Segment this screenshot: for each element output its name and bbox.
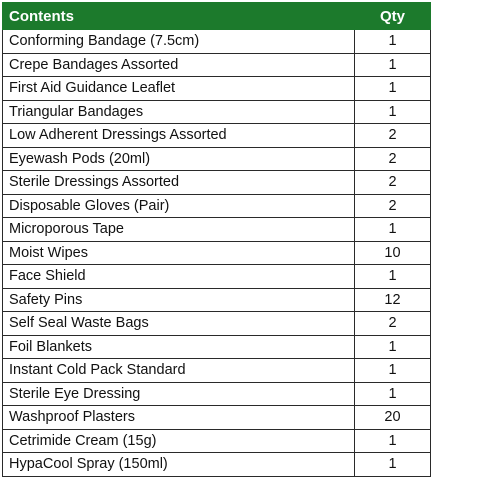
item-qty: 2 [355,312,431,336]
table-row [3,265,431,289]
item-qty: 2 [355,147,431,171]
item-name: Microporous Tape [3,218,355,242]
item-qty: 1 [355,53,431,77]
table-row [3,359,431,383]
table-row [3,429,431,453]
table-row [3,194,431,218]
contents-table [2,2,431,477]
item-name: Washproof Plasters [3,406,355,430]
item-qty: 1 [355,453,431,477]
item-name: First Aid Guidance Leaflet [3,77,355,101]
item-qty: 1 [355,100,431,124]
item-qty: 2 [355,124,431,148]
table-body [3,30,431,477]
table-row [3,124,431,148]
item-qty: 2 [355,171,431,195]
item-name: Crepe Bandages Assorted [3,53,355,77]
table-row [3,453,431,477]
item-qty: 1 [355,218,431,242]
item-qty: 10 [355,241,431,265]
header-qty: Qty [355,3,431,30]
item-qty: 20 [355,406,431,430]
table-row [3,147,431,171]
table-row [3,171,431,195]
table-header [3,3,431,30]
item-name: Safety Pins [3,288,355,312]
item-qty: 1 [355,429,431,453]
item-name: Conforming Bandage (7.5cm) [3,30,355,54]
item-name: Foil Blankets [3,335,355,359]
table-row [3,30,431,54]
item-name: Triangular Bandages [3,100,355,124]
item-name: Moist Wipes [3,241,355,265]
item-qty: 1 [355,77,431,101]
table-row [3,77,431,101]
item-name: HypaCool Spray (150ml) [3,453,355,477]
item-qty: 1 [355,359,431,383]
table-row [3,100,431,124]
item-name: Sterile Eye Dressing [3,382,355,406]
header-contents: Contents [3,3,355,30]
item-name: Eyewash Pods (20ml) [3,147,355,171]
table-row [3,312,431,336]
table-row [3,53,431,77]
table-row [3,382,431,406]
item-qty: 12 [355,288,431,312]
item-qty: 1 [355,30,431,54]
item-name: Disposable Gloves (Pair) [3,194,355,218]
item-qty: 1 [355,265,431,289]
table-row [3,406,431,430]
item-name: Face Shield [3,265,355,289]
item-name: Cetrimide Cream (15g) [3,429,355,453]
table-row [3,288,431,312]
item-name: Sterile Dressings Assorted [3,171,355,195]
item-qty: 1 [355,335,431,359]
item-qty: 1 [355,382,431,406]
item-name: Self Seal Waste Bags [3,312,355,336]
table-row [3,241,431,265]
item-name: Low Adherent Dressings Assorted [3,124,355,148]
table-row [3,335,431,359]
item-qty: 2 [355,194,431,218]
table-header-row [3,3,431,30]
item-name: Instant Cold Pack Standard [3,359,355,383]
table-row [3,218,431,242]
